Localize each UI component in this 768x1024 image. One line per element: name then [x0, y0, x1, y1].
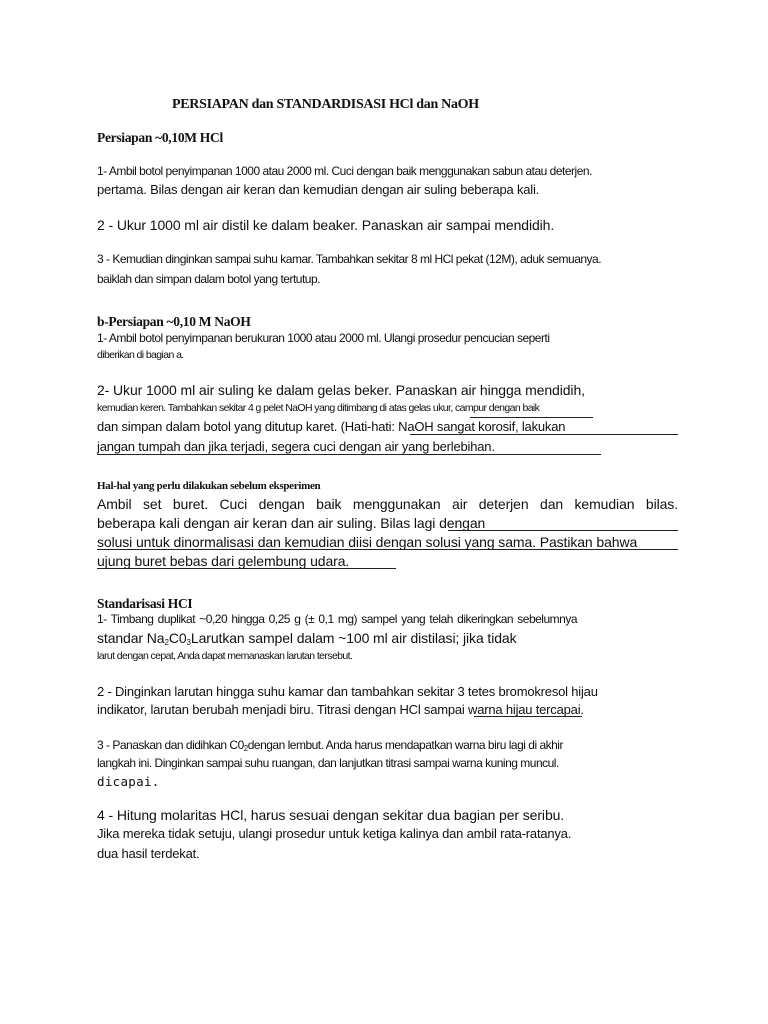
handwritten-underline — [97, 549, 678, 550]
page-title: PERSIAPAN dan STANDARDISASI HCl dan NaOH — [172, 97, 479, 112]
hcl-step1-line1: 1- Ambil botol penyimpanan 1000 atau 2000 ml. Cuci dengan baik menggunakan sabun atau deterjen. — [97, 164, 592, 178]
hcl-step2: 2 - Ukur 1000 ml air distil ke dalam beaker. Panaskan air sampai mendidih. — [97, 217, 555, 233]
section-heading-prep: Hal-hal yang perlu dilakukan sebelum eksperimen — [97, 480, 321, 492]
section-heading-standardization: Standarisasi HCI — [97, 596, 193, 611]
prep-line1: Ambil set buret. Cuci dengan baik menggunakan air deterjen dan kemudian bilas. — [97, 496, 678, 512]
std-step3-line1: 3 - Panaskan dan didihkan $C0_2dengan$ lembut. Anda harus mendapatkan warna biru lagi di akhir — [97, 738, 563, 753]
hcl-step3-line1: 3 - Kemudian dinginkan sampai suhu kamar. Tambahkan sekitar 8 ml HCl pekat (12M), aduk semuanya. — [97, 252, 602, 266]
std-step2-line1: 2 - Dinginkan larutan hingga suhu kamar dan tambahkan sekitar 3 tetes bromokresol hijau — [97, 684, 598, 699]
hcl-step3-line2: baiklah dan simpan dalam botol yang tertutup. — [97, 272, 320, 286]
std-step4-line1: 4 - Hitung molaritas HCl, harus sesuai dengan sekitar dua bagian per seribu. — [97, 807, 565, 823]
naoh-step1-line2: diberikan di bagian a. — [97, 349, 184, 361]
hcl-step1-line2: pertama. Bilas dengan air keran dan kemudian dengan air suling beberapa kali. — [97, 182, 540, 197]
prep-line2: beberapa kali dengan air keran dan air suling. Bilas lagi dengan — [97, 515, 486, 531]
prep-line3: solusi untuk dinormalisasi dan kemudian diisi dengan solusi yang sama. Pastikan bahwa — [97, 534, 638, 550]
naoh-step2-line1: 2- Ukur 1000 ml air suling ke dalam gelas beker. Panaskan air hingga mendidih, — [97, 382, 585, 398]
naoh-step2-line4: jangan tumpah dan jika terjadi, segera cuci dengan air yang berlebihan. — [97, 439, 495, 454]
prep-line4: ujung buret bebas dari gelembung udara. — [97, 553, 350, 569]
std-step3-line3: dicapai. — [97, 774, 160, 789]
std-step1-line3: larut dengan cepat, Anda dapat memanaskan larutan tersebut. — [97, 650, 353, 662]
std-step4-line3: dua hasil terdekat. — [97, 846, 200, 861]
std-step1-line2: standar $Na_2C0_3Larutkan$ sampel dalam ~100 ml air distilasi; jika tidak — [97, 630, 517, 647]
handwritten-underline — [448, 530, 678, 531]
handwritten-underline — [470, 417, 593, 418]
section-heading-hcl: Persiapan ~0,10M HCl — [97, 130, 223, 145]
std-step2-line2: indikator, larutan berubah menjadi biru. Titrasi dengan HCl sampai warna hijau tercapai. — [97, 702, 584, 717]
naoh-step2-line3: dan simpan dalam botol yang ditutup karet. (Hati-hati: NaOH sangat korosif, lakukan — [97, 419, 566, 434]
handwritten-underline — [97, 568, 396, 569]
std-step1-line1: 1- Timbang duplikat ~0,20 hingga 0,25 g (± 0,1 mg) sampel yang telah dikeringkan sebelumnya — [97, 612, 577, 626]
naoh-step2-line2: kemudian keren. Tambahkan sekitar 4 g pelet NaOH yang ditimbang di atas gelas ukur, campur dengan baik — [97, 402, 540, 414]
handwritten-underline — [410, 434, 678, 435]
section-heading-naoh: b-Persiapan ~0,10 M NaOH — [97, 314, 251, 329]
handwritten-underline — [474, 716, 582, 717]
naoh-step1-line1: 1- Ambil botol penyimpanan berukuran 1000 atau 2000 ml. Ulangi prosedur pencucian seperti — [97, 331, 550, 345]
std-step3-line2: langkah ini. Dinginkan sampai suhu ruangan, dan lanjutkan titrasi sampai warna kuning muncul. — [97, 756, 559, 770]
std-step4-line2: Jika mereka tidak setuju, ulangi prosedur untuk ketiga kalinya dan ambil rata-ratanya. — [97, 826, 572, 841]
handwritten-underline — [97, 454, 601, 455]
